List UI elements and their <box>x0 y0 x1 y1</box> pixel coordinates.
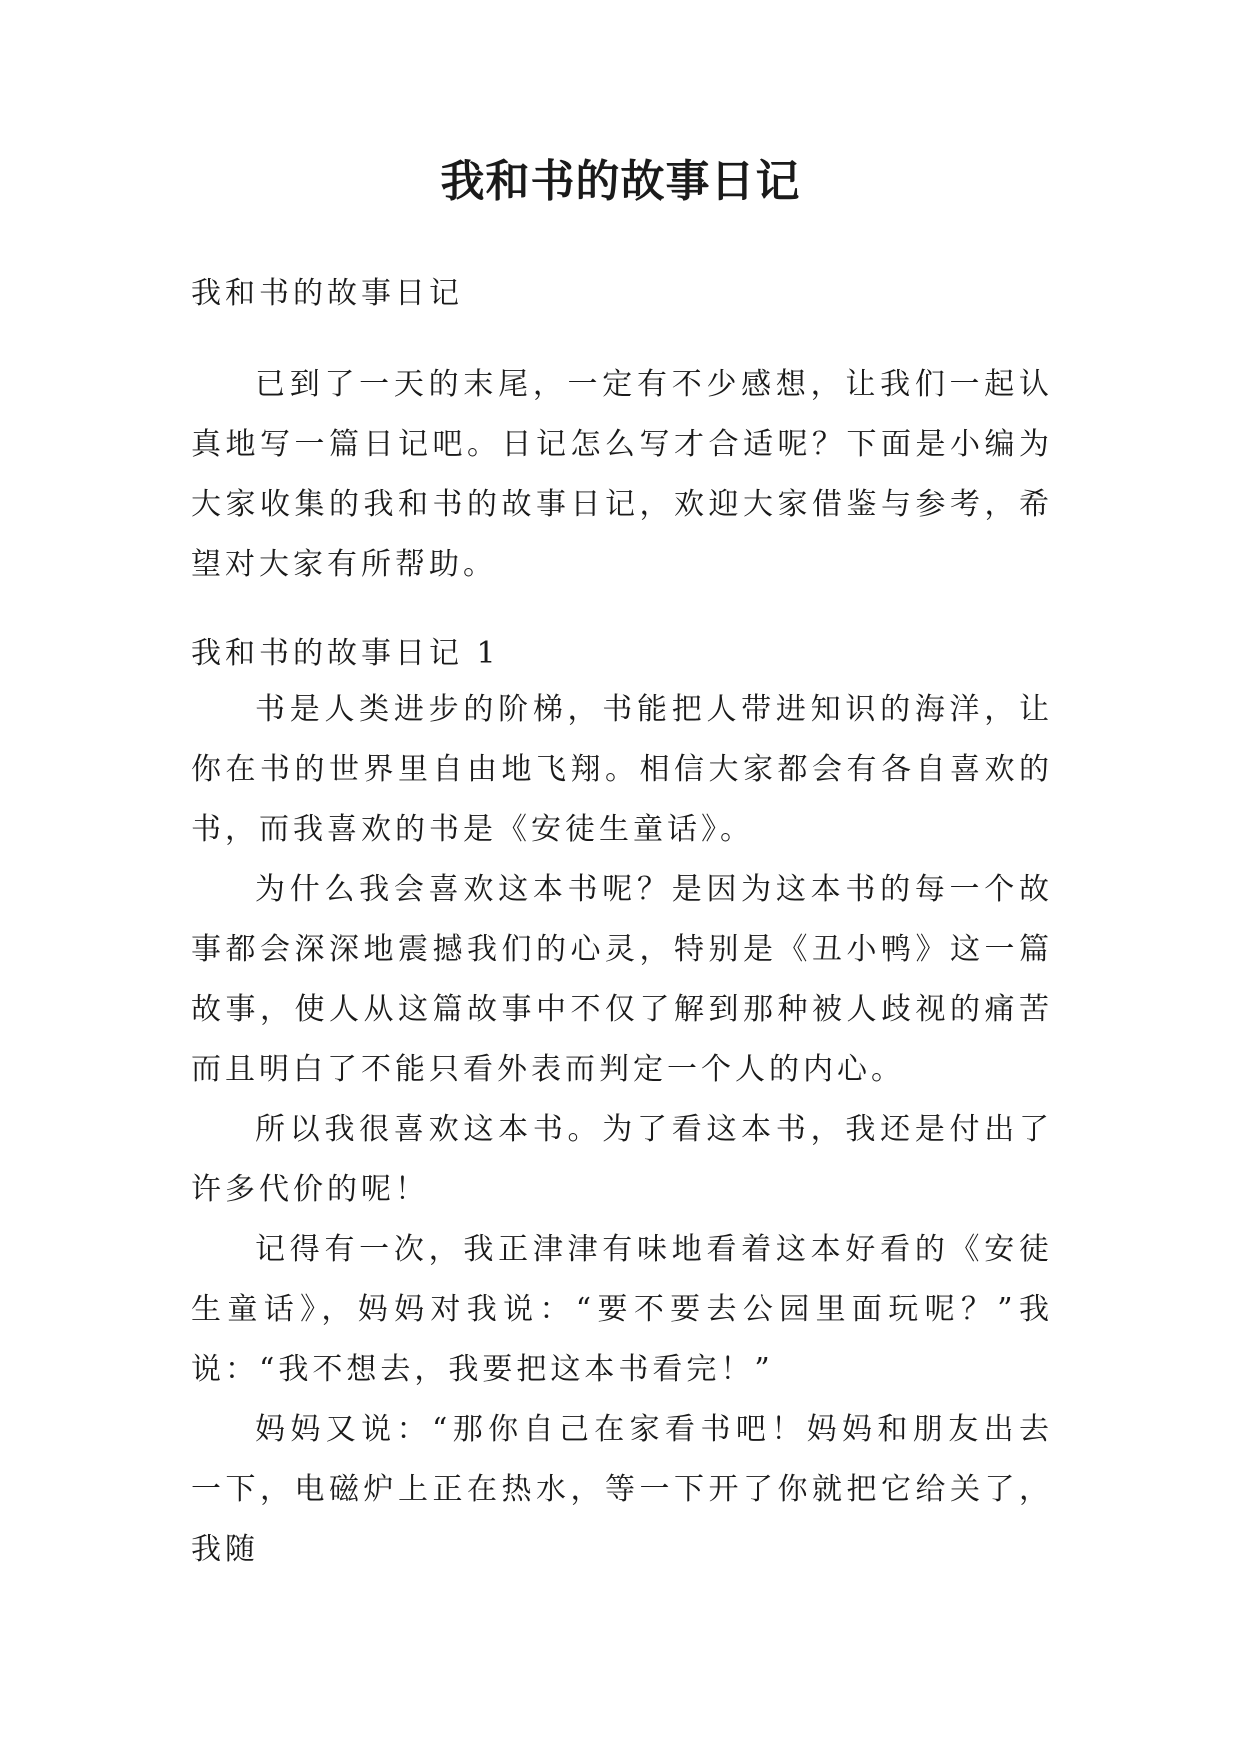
document-subtitle: 我和书的故事日记 <box>191 276 463 311</box>
section-heading: 我和书的故事日记 1 <box>191 636 500 671</box>
document-title: 我和书的故事日记 <box>440 156 801 207</box>
body-paragraph: 书是人类进步的阶梯，书能把人带进知识的海洋，让你在书的世界里自由地飞翔。相信大家都会有各自喜欢的书，而我喜欢的书是《安徒生童话》。 <box>191 692 1053 847</box>
body-paragraph: 所以我很喜欢这本书。为了看这本书，我还是付出了许多代价的呢！ <box>191 1112 1053 1207</box>
body-paragraph: 妈妈又说：“那你自己在家看书吧！妈妈和朋友出去一下，电磁炉上正在热水，等一下开了你就把它给关了，我随 <box>191 1412 1053 1567</box>
intro-paragraph: 已到了一天的末尾，一定有不少感想，让我们一起认真地写一篇日记吧。日记怎么写才合适呢？下面是小编为大家收集的我和书的故事日记，欢迎大家借鉴与参考，希望对大家有所帮助。 <box>191 367 1053 582</box>
body-paragraph: 记得有一次，我正津津有味地看着这本好看的《安徒生童话》，妈妈对我说：“要不要去公园里面玩呢？”我说：“我不想去，我要把这本书看完！” <box>191 1232 1053 1387</box>
body-paragraph: 为什么我会喜欢这本书呢？是因为这本书的每一个故事都会深深地震撼我们的心灵，特别是《丑小鸭》这一篇故事，使人从这篇故事中不仅了解到那种被人歧视的痛苦而且明白了不能只看外表而判定一个人的内心。 <box>191 872 1053 1087</box>
